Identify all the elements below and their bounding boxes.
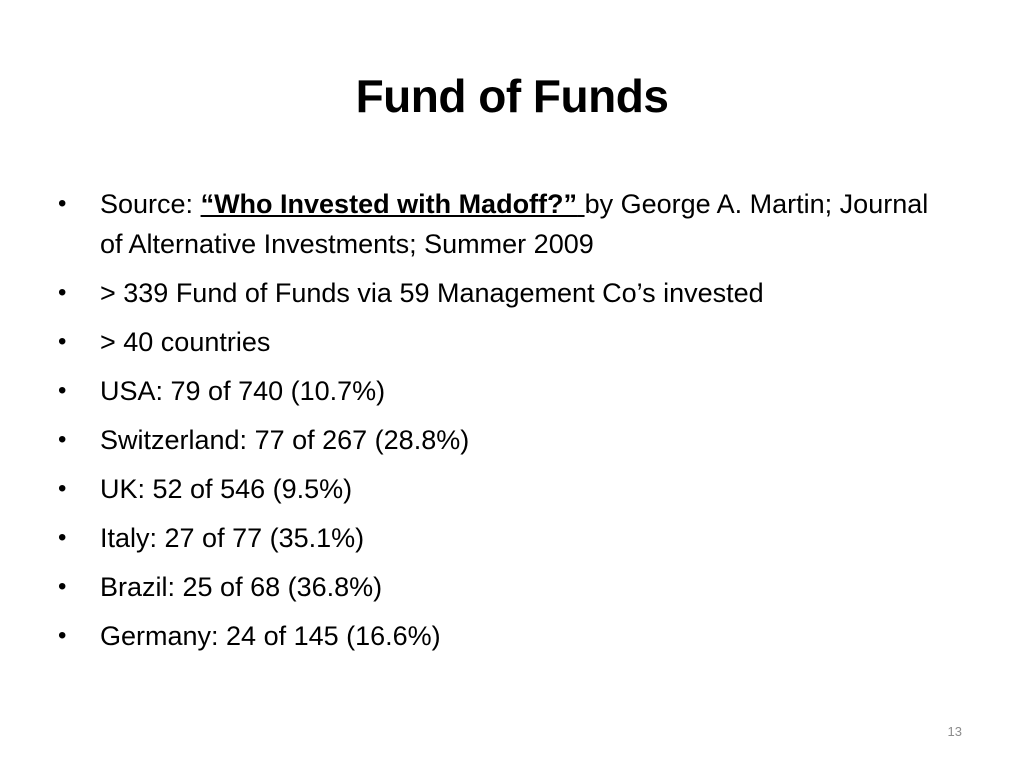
bullet-text: Brazil: 25 of 68 (36.8%) <box>100 572 383 602</box>
slide-title: Fund of Funds <box>355 70 669 122</box>
bullet-dot: • <box>58 190 67 217</box>
bullet-item <box>56 371 956 411</box>
bullet-dot: • <box>58 622 67 649</box>
bullet-item <box>56 567 956 607</box>
bullet-item <box>56 273 956 313</box>
source-prefix: Source: <box>100 189 201 219</box>
bullet-text: USA: 79 of 740 (10.7%) <box>100 376 386 406</box>
bullet-dot: • <box>58 524 67 551</box>
bullet-item-source <box>56 184 956 264</box>
page-number: 13 <box>947 724 962 739</box>
bullet-text: Germany: 24 of 145 (16.6%) <box>100 621 441 651</box>
bullet-item <box>56 322 956 362</box>
bullet-item <box>56 616 956 656</box>
bullet-text: > 40 countries <box>100 327 271 357</box>
bullet-dot: • <box>58 328 67 355</box>
bullet-text: UK: 52 of 546 (9.5%) <box>100 474 353 504</box>
bullet-dot: • <box>58 475 67 502</box>
bullet-dot: • <box>58 279 67 306</box>
bullet-item <box>56 420 956 460</box>
bullet-dot: • <box>58 573 67 600</box>
bullet-text: > 339 Fund of Funds via 59 Management Co’s invested <box>100 278 764 308</box>
source-title-link[interactable]: “Who Invested with Madoff?” <box>200 189 578 219</box>
bullet-text: Italy: 27 of 77 (35.1%) <box>100 523 365 553</box>
bullet-item <box>56 469 956 509</box>
bullet-dot: • <box>58 377 67 404</box>
bullet-item <box>56 518 956 558</box>
bullet-list <box>56 184 956 665</box>
source-rest: by George A. Martin; Journal of Alternative Investments; Summer 2009 <box>100 189 929 259</box>
bullet-dot: • <box>58 426 67 453</box>
bullet-text: Switzerland: 77 of 267 (28.8%) <box>100 425 470 455</box>
